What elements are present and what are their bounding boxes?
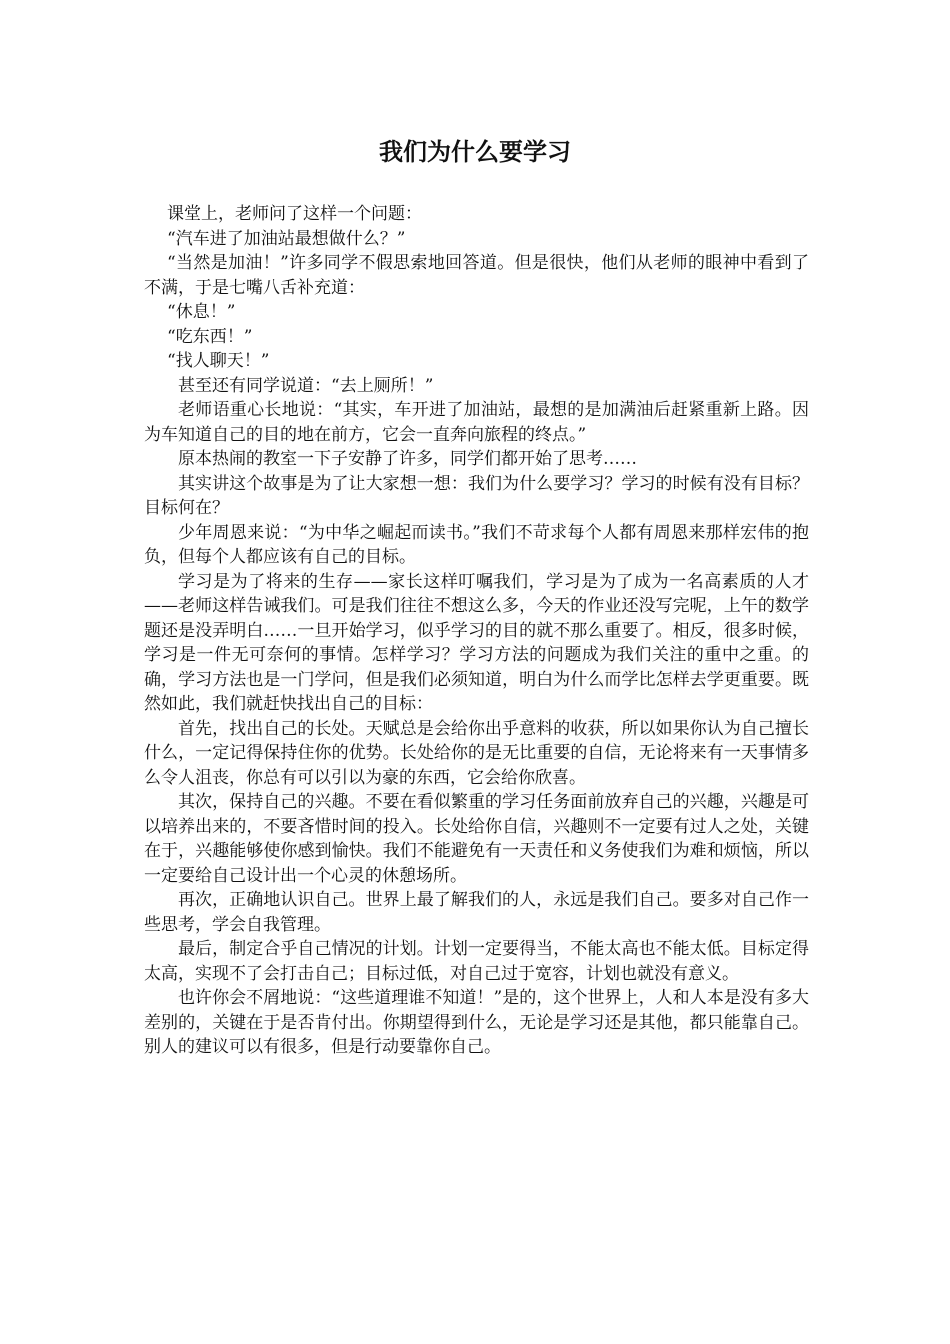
paragraph: 老师语重心长地说：“其实，车开进了加油站，最想的是加满油后赶紧重新上路。因为车知道自己的目的地在前方，它会一直奔向旅程的终点。” [144, 400, 809, 445]
paragraph: “吃东西！” [167, 326, 253, 347]
document-title: 我们为什么要学习 [379, 137, 571, 166]
paragraph: 课堂上，老师问了这样一个问题： [167, 204, 422, 224]
paragraph: 甚至还有同学说道：“去上厕所！” [178, 375, 434, 396]
paragraph: 原本热闹的教室一下子安静了许多，同学们都开始了思考…… [178, 449, 637, 469]
paragraph: “汽车进了加油站最想做什么？” [167, 228, 406, 249]
document-body [144, 202, 809, 1060]
paragraph: 少年周恩来说：“为中华之崛起而读书。”我们不苛求每个人都有周恩来那样宏伟的抱负，但每个人都应该有自己的目标。 [144, 522, 809, 567]
paragraph: “当然是加油！”许多同学不假思索地回答道。但是很快，他们从老师的眼神中看到了不满，于是七嘴八舌补充道： [144, 253, 809, 298]
paragraph: 再次，正确地认识自己。世界上最了解我们的人，永远是我们自己。要多对自己作一些思考，学会自我管理。 [144, 890, 809, 935]
paragraph: 学习是为了将来的生存——家长这样叮嘱我们，学习是为了成为一名高素质的人才——老师这样告诫我们。可是我们往往不想这么多，今天的作业还没写完呢，上午的数学题还是没弄明白……一旦开始学习，似乎学习的目的就不那么重要了。相反，很多时候，学习是一件无可奈何的事情。怎样学习？学习方法的问题成为我们关注的重中之重。的确，学习方法也是一门学问，但是我们必须知道，明白为什么而学比怎样去学更重要。既然如此，我们就赶快找出自己的目标： [144, 571, 809, 714]
paragraph: “找人聊天！” [167, 351, 270, 371]
paragraph: 最后，制定合乎自己情况的计划。计划一定要得当，不能太高也不能太低。目标定得太高，实现不了会打击自己；目标过低，对自己过于宽容，计划也就没有意义。 [144, 939, 809, 984]
paragraph: 首先，找出自己的长处。天赋总是会给你出乎意料的收获，所以如果你认为自己擅长什么，一定记得保持住你的优势。长处给你的是无比重要的自信，无论将来有一天事情多么令人沮丧，你总有可以引以为豪的东西，它会给你欣喜。 [144, 718, 809, 788]
paragraph: “休息！” [167, 302, 236, 322]
paragraph: 其实讲这个故事是为了让大家想一想：我们为什么要学习？学习的时候有没有目标？目标何在？ [144, 473, 809, 518]
paragraph: 也许你会不屑地说：“这些道理谁不知道！”是的，这个世界上，人和人本是没有多大差别的，关键在于是否肯付出。你期望得到什么，无论是学习还是其他，都只能靠自己。别人的建议可以有很多，但是行动要靠你自己。 [144, 988, 809, 1057]
paragraph: 其次，保持自己的兴趣。不要在看似繁重的学习任务面前放弃自己的兴趣，兴趣是可以培养出来的，不要吝惜时间的投入。长处给你自信，兴趣则不一定要有过人之处，关键在于，兴趣能够使你感到愉快。我们不能避免有一天责任和义务使我们为难和烦恼，所以一定要给自己设计出一个心灵的休憩场所。 [144, 792, 809, 886]
